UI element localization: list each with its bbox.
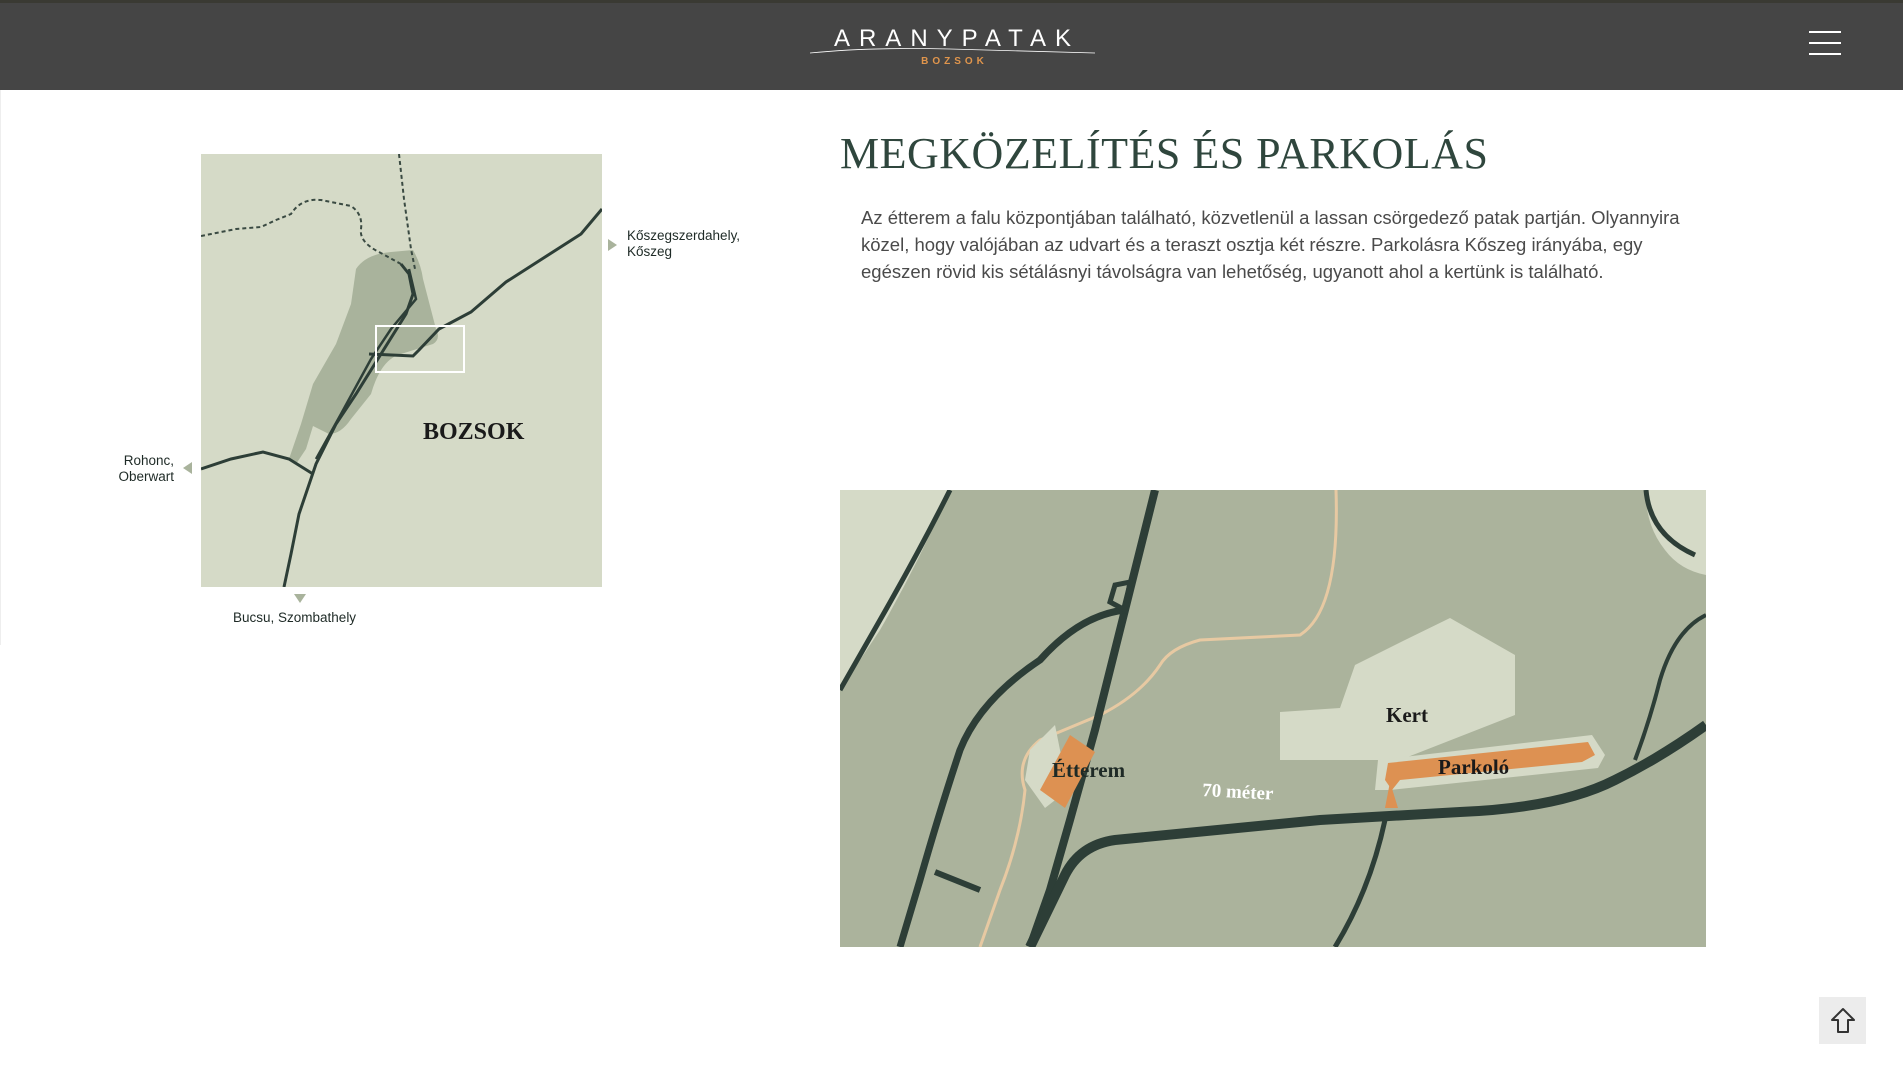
arrow-left-icon <box>183 462 192 474</box>
brand-logo[interactable] <box>810 25 1095 75</box>
arrow-down-icon <box>294 594 306 603</box>
arrow-up-icon <box>1830 1007 1856 1035</box>
description-paragraph: Az étterem a falu központjában található, közvetlenül a lassan csörgedező patak partján. Olyannyira közel, hogy valójában az udvart és a teraszt osztja két részre. Parkolásra Kőszeg irányába, egy egészen rövid kis sétálásnyi távolságra van lehetőség, ugyanott ahol a kertünk is található. <box>861 207 1680 282</box>
site-header <box>0 0 1903 90</box>
detail-map <box>840 490 1706 947</box>
page-edge-divider <box>0 90 1 645</box>
logo-title: ARANYPATAK <box>833 25 1081 52</box>
road <box>1335 820 1385 947</box>
direction-label-northeast <box>627 228 740 260</box>
distance-label: 70 méter <box>1201 780 1274 805</box>
locator-map-graphic <box>201 154 602 587</box>
page-title: MEGKÖZELÍTÉS ÉS PARKOLÁS <box>840 129 1489 178</box>
locator-map <box>201 154 602 587</box>
logo-line-decoration <box>810 45 1095 55</box>
hamburger-menu-icon[interactable] <box>1809 31 1841 57</box>
direction-label-west <box>80 453 174 485</box>
garden-label: Kert <box>1386 703 1428 727</box>
scroll-top-button[interactable] <box>1819 997 1866 1044</box>
meadow-area <box>1646 490 1706 575</box>
logo-subtitle: BOZSOK <box>921 56 988 67</box>
direction-west-line-2: Oberwart <box>118 469 174 484</box>
garden-area <box>1280 618 1515 760</box>
direction-west-line-1: Rohonc, <box>123 453 174 468</box>
direction-label-south: Bucsu, Szombathely <box>233 610 357 625</box>
detail-map-graphic <box>840 490 1706 947</box>
direction-northeast-line-2: Kőszeg <box>627 244 673 259</box>
road-junction <box>1110 582 1130 610</box>
bridge <box>935 872 980 890</box>
restaurant-label: Étterem <box>1052 758 1126 782</box>
direction-northeast-line-1: Kőszegszerdahely, <box>627 228 741 243</box>
village-area <box>289 250 438 464</box>
arrow-right-icon <box>608 239 617 251</box>
parking-label: Parkoló <box>1438 755 1510 779</box>
forest-path <box>201 200 401 264</box>
town-label: BOZSOK <box>423 419 525 445</box>
